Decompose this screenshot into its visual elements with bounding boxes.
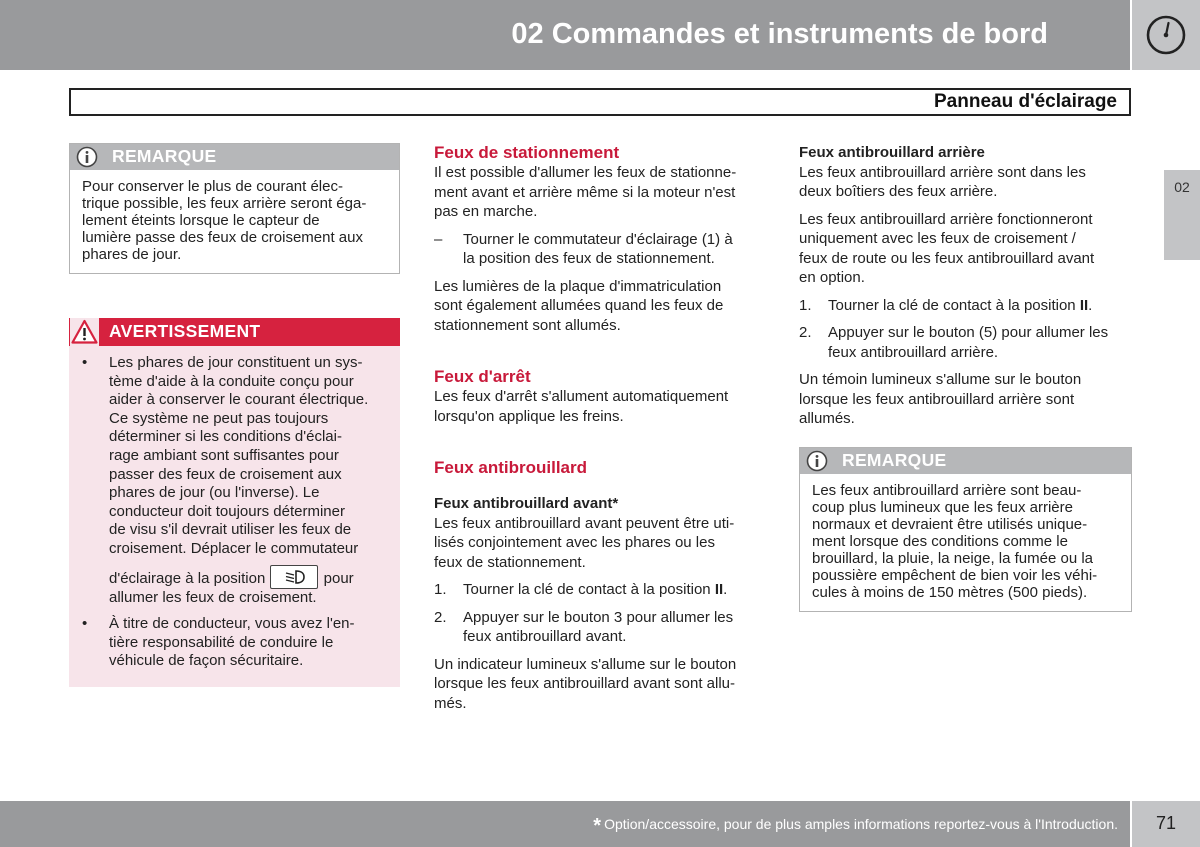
text-line: Les lumières de la plaque d'immatriculation bbox=[434, 277, 722, 295]
note-line: lement éteints lorsque le capteur de bbox=[82, 212, 320, 229]
text-line: Il est possible d'allumer les feux de stationne- bbox=[434, 164, 737, 181]
warning-bullet bbox=[79, 354, 390, 607]
paragraph bbox=[434, 655, 764, 714]
dash-list-item bbox=[434, 230, 764, 269]
chapter-side-tab-label: 02 bbox=[1174, 179, 1190, 195]
info-icon bbox=[805, 450, 829, 478]
text-line: Les feux antibrouillard arrière fonctionneront bbox=[799, 210, 1093, 228]
text-line: Tourner le commutateur d'éclairage (1) à bbox=[463, 230, 733, 248]
footer-asterisk: * bbox=[593, 815, 602, 837]
warning-line: Ce système ne peut pas toujours bbox=[109, 409, 329, 427]
warning-line: passer des feux de croisement aux bbox=[109, 465, 342, 483]
text-line: Un indicateur lumineux s'allume sur le bouton bbox=[434, 655, 737, 673]
text-line: feux antibrouillard avant. bbox=[463, 628, 627, 645]
paragraph bbox=[434, 387, 764, 426]
warning-icon bbox=[70, 318, 99, 346]
note-line: coup plus lumineux que les feux arrière bbox=[812, 498, 1073, 516]
numbered-step bbox=[799, 296, 1132, 316]
footer-bar bbox=[0, 801, 1130, 847]
text-line: Les feux antibrouillard avant peuvent être uti- bbox=[434, 514, 735, 532]
heading-fog-lights: Feux antibrouillard bbox=[434, 458, 588, 477]
warning-bullet bbox=[79, 615, 390, 671]
step-text: Tourner la clé de contact à la position bbox=[828, 296, 1080, 314]
column-1 bbox=[69, 143, 400, 687]
step-bold-position: II bbox=[714, 581, 724, 598]
heading-rear-fog-lights: Feux antibrouillard arrière bbox=[799, 144, 985, 161]
text-line: deux boîtiers des feux arrière. bbox=[799, 183, 998, 200]
warning-line: tème d'aide à la conduite conçu pour bbox=[109, 372, 354, 390]
note-line: phares de jour. bbox=[82, 246, 182, 263]
step-text: Tourner la clé de contact à la position bbox=[463, 581, 715, 598]
paragraph bbox=[434, 514, 764, 573]
note-line: Les feux antibrouillard arrière sont beau- bbox=[812, 481, 1082, 499]
numbered-step bbox=[434, 580, 764, 600]
step-end: . bbox=[1088, 296, 1093, 314]
note-header bbox=[70, 144, 399, 170]
note-line: normaux et devraient être utilisés unique- bbox=[812, 515, 1088, 533]
text-line: en option. bbox=[799, 269, 865, 286]
step-bold-position: II bbox=[1079, 296, 1089, 314]
text-line: stationnement sont allumés. bbox=[434, 316, 621, 334]
note-line: trique possible, les feux arrière seront éga- bbox=[82, 195, 367, 212]
text-line: feux de stationnement. bbox=[434, 553, 586, 571]
step-end: . bbox=[723, 581, 728, 598]
warning-line-with-switch bbox=[109, 565, 390, 589]
note-box bbox=[69, 143, 400, 274]
dash-marker: – bbox=[434, 230, 443, 248]
paragraph bbox=[799, 163, 1132, 202]
switch-text-after: pour bbox=[323, 569, 354, 587]
column-2 bbox=[434, 143, 764, 721]
text-line: lorsqu'on applique les freins. bbox=[434, 407, 624, 425]
text-line: Un témoin lumineux s'allume sur le bouton bbox=[799, 371, 1082, 388]
footer-note bbox=[593, 815, 1118, 838]
note-body bbox=[800, 474, 1131, 611]
note-line: ment lorsque des conditions comme le bbox=[812, 532, 1068, 550]
numbered-step bbox=[799, 323, 1132, 362]
warning-label: AVERTISSEMENT bbox=[109, 321, 261, 341]
warning-box bbox=[69, 318, 400, 687]
warning-header bbox=[69, 318, 400, 346]
gauge-icon bbox=[1145, 14, 1187, 56]
note-header bbox=[800, 448, 1131, 474]
warning-line: allumer les feux de croisement. bbox=[109, 588, 317, 606]
step-number: 1. bbox=[799, 296, 812, 314]
note-label: REMARQUE bbox=[112, 146, 217, 166]
header-bar bbox=[0, 0, 1130, 70]
note-line: poussière empêchent de bien voir les véhi- bbox=[812, 566, 1098, 584]
text-line: Appuyer sur le bouton (5) pour allumer les bbox=[828, 324, 1109, 341]
headlight-switch-symbol bbox=[270, 565, 318, 589]
info-icon bbox=[75, 146, 99, 174]
page-number: 71 bbox=[1155, 813, 1177, 833]
text-line: Les feux d'arrêt s'allument automatiquement bbox=[434, 388, 729, 405]
step-number: 2. bbox=[434, 608, 447, 626]
step-number: 1. bbox=[434, 581, 447, 598]
column-3 bbox=[799, 143, 1132, 612]
text-line: sont également allumées quand les feux de bbox=[434, 297, 724, 314]
warning-line: croisement. Déplacer le commutateur bbox=[109, 539, 359, 557]
text-line: allumés. bbox=[799, 410, 855, 427]
switch-text-before: d'éclairage à la position bbox=[109, 569, 266, 587]
footer-note-text: Option/accessoire, pour de plus amples informations reportez-vous à l'Introduction. bbox=[604, 816, 1118, 832]
text-line: més. bbox=[434, 694, 467, 712]
low-beam-icon bbox=[284, 569, 306, 585]
text-line: Appuyer sur le bouton 3 pour allumer les bbox=[463, 608, 734, 626]
chapter-icon-box bbox=[1132, 0, 1200, 70]
text-line: uniquement avec les feux de croisement / bbox=[799, 230, 1076, 247]
warning-line: conducteur doit toujours déterminer bbox=[109, 502, 345, 520]
note-line: Pour conserver le plus de courant élec- bbox=[82, 178, 343, 195]
warning-line: phares de jour (ou l'inverse). Le bbox=[109, 484, 320, 502]
paragraph bbox=[434, 163, 764, 222]
note-line: lumière passe des feux de croisement aux bbox=[82, 229, 363, 246]
heading-parking-lights: Feux de stationnement bbox=[434, 143, 620, 162]
warning-line: • Les phares de jour constituent un sys- bbox=[109, 354, 363, 371]
numbered-step bbox=[434, 608, 764, 647]
warning-line: • À titre de conducteur, vous avez l'en- bbox=[109, 615, 355, 633]
paragraph bbox=[799, 370, 1132, 429]
note-label: REMARQUE bbox=[842, 449, 947, 470]
text-line: ment avant et arrière même si la moteur n'est bbox=[434, 183, 736, 201]
note-box bbox=[799, 447, 1132, 612]
note-line: brouillard, la pluie, la neige, la fumée ou la bbox=[812, 549, 1094, 567]
text-line: lisés conjointement avec les phares ou les bbox=[434, 534, 715, 551]
heading-brake-lights: Feux d'arrêt bbox=[434, 367, 531, 386]
chapter-title: 02 Commandes et instruments de bord bbox=[511, 18, 1048, 50]
warning-line: rage ambiant sont suffisantes pour bbox=[109, 446, 339, 464]
warning-line: de visu s'il devrait utiliser les feux de bbox=[109, 521, 352, 539]
warning-body bbox=[69, 346, 400, 687]
text-line: lorsque les feux antibrouillard arrière sont bbox=[799, 390, 1075, 408]
warning-line: déterminer si les conditions d'éclai- bbox=[109, 428, 342, 446]
text-line: pas en marche. bbox=[434, 203, 538, 220]
text-line: Les feux antibrouillard arrière sont dans les bbox=[799, 163, 1086, 181]
heading-front-fog-lights: Feux antibrouillard avant* bbox=[434, 495, 619, 512]
step-number: 2. bbox=[799, 324, 812, 341]
text-line: feux de route ou les feux antibrouillard avant bbox=[799, 249, 1095, 267]
page-number-box bbox=[1132, 801, 1200, 847]
warning-line: aider à conserver le courant électrique. bbox=[109, 391, 369, 409]
section-title-box bbox=[69, 88, 1131, 116]
warning-line: véhicule de façon sécuritaire. bbox=[109, 652, 304, 670]
chapter-side-tab bbox=[1164, 170, 1200, 260]
section-title: Panneau d'éclairage bbox=[934, 91, 1117, 112]
text-line: la position des feux de stationnement. bbox=[463, 250, 715, 267]
warning-line: tière responsabilité de conduire le bbox=[109, 633, 334, 651]
paragraph bbox=[434, 277, 764, 336]
note-body bbox=[70, 170, 399, 273]
paragraph bbox=[799, 210, 1132, 288]
text-line: feux antibrouillard arrière. bbox=[828, 343, 999, 361]
text-line: lorsque les feux antibrouillard avant sont allu- bbox=[434, 675, 736, 692]
note-line: cules à moins de 150 mètres (500 pieds). bbox=[812, 583, 1088, 601]
